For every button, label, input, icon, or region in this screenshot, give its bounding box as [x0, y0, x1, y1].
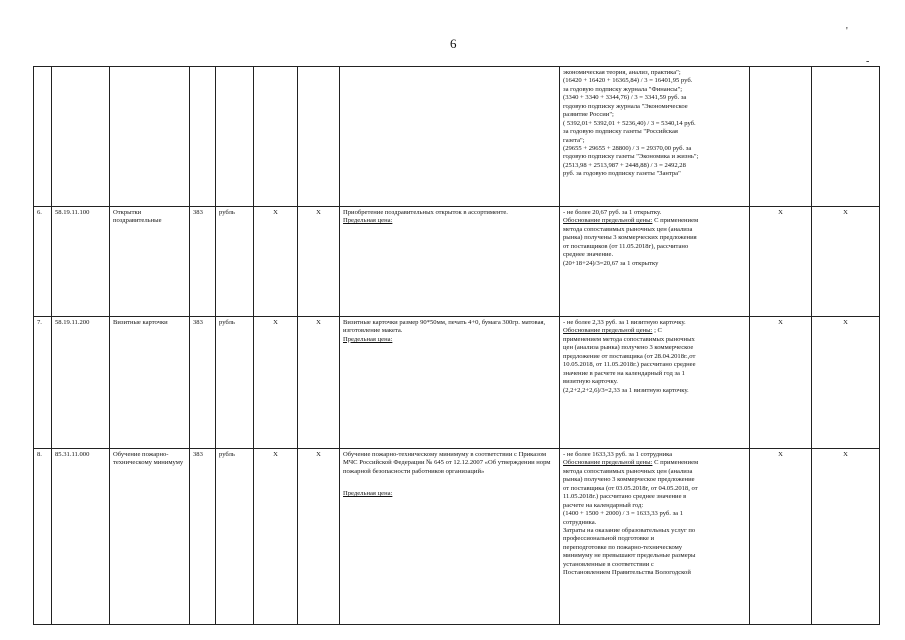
price-justification	[560, 67, 750, 207]
mark-cell: X	[750, 449, 812, 625]
justification-line: Затраты на оказание образовательных услуг по	[563, 526, 696, 534]
justification-line: - не более 1633,33 руб. за 1 сотрудника	[563, 451, 673, 458]
mark-cell	[812, 67, 880, 207]
row-number	[34, 67, 52, 207]
justification-line: (2,2+2,2+2,6)/3=2,33 за 1 визитную карточку.	[563, 386, 689, 394]
okpd2-code	[52, 67, 110, 207]
okei-code	[190, 67, 216, 207]
mark-cell: X	[298, 317, 340, 449]
price-limit-label: Предельная цена:	[343, 335, 393, 343]
justification-line: рынка) получено 3 коммерческое предложение	[563, 476, 695, 484]
table-row	[34, 67, 880, 207]
justification-line: - не более 20,67 руб. за 1 открытку.	[563, 209, 662, 216]
justification-line: сотрудника.	[563, 518, 597, 526]
mark-cell: X	[812, 449, 880, 625]
justification-line: значение в расчете на календарный год за 1	[563, 369, 685, 377]
table-row	[34, 207, 880, 317]
mark-cell: X	[812, 207, 880, 317]
price-justification	[560, 449, 750, 625]
mark-cell: X	[254, 317, 298, 449]
corner-mark-top: '	[846, 26, 848, 37]
price-limit-label: Предельная цена:	[343, 217, 393, 225]
okpd2-code: 58.19.11.100	[52, 207, 110, 317]
mark-cell	[298, 67, 340, 207]
description-text: Приобретение поздравительных открыток в ассортименте.	[343, 209, 508, 216]
item-description	[340, 449, 560, 625]
justification-line: (2513,98 + 2513,987 + 2448,88) / 3 = 2492,28	[563, 161, 686, 169]
justification-line: применением метода сопоставимых рыночных	[563, 335, 695, 343]
justification-line: рынка) получены 3 коммерческих предложения	[563, 234, 697, 242]
justification-line: метода сопоставимых рыночных цен (анализа	[563, 467, 693, 475]
justification-line: годовую подписку газеты "Экономика и жизнь";	[563, 153, 699, 161]
justification-line: Обоснование предельной цены: С применением	[563, 459, 699, 467]
justification-line: 11.05.2018г.) рассчитано среднее значение в	[563, 493, 687, 501]
justification-line: годовую подписку журнала "Экономическое	[563, 102, 688, 110]
item-description	[340, 67, 560, 207]
description-text: Визитные карточки размер 90*50мм, печать 4+0, бумага 300гр. матовая, изготовление макета.	[343, 319, 547, 335]
mark-cell: X	[254, 449, 298, 625]
justification-line: метода сопоставимых рыночных цен (анализа	[563, 225, 693, 233]
justification-line: предложение от поставщика (от 28.04.2018г.,от	[563, 352, 696, 360]
okpd2-code: 58.19.11.200	[52, 317, 110, 449]
procurement-table	[33, 66, 880, 625]
justification-line: минимуму не превышают предельные размеры	[563, 552, 696, 560]
justification-line: профессиональной подготовке и	[563, 535, 655, 543]
justification-line: цен (анализа рынка) получено 3 коммерческое	[563, 344, 694, 352]
row-number: 8.	[34, 449, 52, 625]
justification-line: Обоснование предельной цены: ; С	[563, 327, 662, 335]
justification-line: (3340 + 3340 + 3344,76) / 3 = 3341,59 руб. за	[563, 94, 687, 102]
mark-cell: X	[298, 207, 340, 317]
justification-line: (16420 + 16420 + 16365,84) / 3 = 16401,95 руб.	[563, 77, 693, 85]
item-description	[340, 317, 560, 449]
okei-code: 383	[190, 207, 216, 317]
mark-cell: X	[298, 449, 340, 625]
justification-line: переподготовке по пожарно-техническому	[563, 543, 683, 551]
mark-cell: X	[750, 207, 812, 317]
justification-line: визитную карточку.	[563, 378, 618, 386]
price-limit-label: Предельная цена:	[343, 490, 393, 498]
row-number: 6.	[34, 207, 52, 317]
unit-name: рубль	[216, 317, 254, 449]
justification-line: от поставщика (от 03.05.2018г, от 04.05.2018, от	[563, 484, 698, 492]
justification-line: газета";	[563, 136, 585, 144]
table-row	[34, 317, 880, 449]
justification-line: расчете на календарный год:	[563, 501, 644, 509]
justification-line: 10.05.2018, от 11.05.2018г.) рассчитано среднее	[563, 361, 696, 369]
item-name: Обучение пожарно-техническому минимуму	[110, 449, 190, 625]
justification-line: Постановлением Правительства Вологодской	[563, 569, 691, 577]
justification-line: - не более 2,33 руб. за 1 визитную карточку.	[563, 319, 686, 326]
mark-cell: X	[750, 317, 812, 449]
justification-line: (29655 + 29655 + 28800) / 3 = 29370,00 руб. за	[563, 144, 692, 152]
justification-line: установленные в соответствии с	[563, 560, 654, 568]
unit-name: рубль	[216, 207, 254, 317]
row-number: 7.	[34, 317, 52, 449]
okei-code: 383	[190, 449, 216, 625]
price-justification	[560, 207, 750, 317]
justification-line: (20+18+24)/3=20,67 за 1 открытку	[563, 259, 659, 267]
justification-line: за годовую подписку журнала "Финансы";	[563, 85, 683, 93]
corner-mark-right: -	[866, 56, 870, 67]
okei-code: 383	[190, 317, 216, 449]
justification-line: руб. за годовую подписку газеты "Зантра"	[563, 170, 681, 178]
mark-cell: X	[254, 207, 298, 317]
justification-line: от поставщиков (от 11.05.2018г), рассчитано	[563, 242, 689, 250]
description-text: Обучение пожарно-техническому минимуму в соответствии с Приказом МЧС Российской Федерации № 645 от 12.12.2007 «Об утверждении норм пожарной безопасности работников организаций»	[343, 451, 553, 475]
item-description	[340, 207, 560, 317]
justification-line: среднее значение.	[563, 251, 614, 259]
justification-line: ( 5392,01+ 5392,01 + 5236,40) / 3 = 5340,14 руб.	[563, 119, 696, 127]
justification-line: развитие России";	[563, 111, 614, 119]
justification-line: (1400 + 1500 + 2000) / 3 = 1633,33 руб. за 1	[563, 510, 684, 518]
table-row	[34, 449, 880, 625]
justification-line: экономическая теория, анализ, практика";	[563, 69, 681, 76]
okpd2-code: 85.31.11.000	[52, 449, 110, 625]
price-justification	[560, 317, 750, 449]
item-name: Открытки поздравительные	[110, 207, 190, 317]
unit-name	[216, 67, 254, 207]
unit-name: рубль	[216, 449, 254, 625]
page-number: 6	[450, 36, 457, 51]
mark-cell: X	[812, 317, 880, 449]
item-name	[110, 67, 190, 207]
mark-cell	[254, 67, 298, 207]
justification-line: за годовую подписку газеты "Российская	[563, 128, 678, 136]
mark-cell	[750, 67, 812, 207]
justification-line: Обоснование предельной цены: С применением	[563, 217, 699, 225]
item-name: Визитные карточки	[110, 317, 190, 449]
